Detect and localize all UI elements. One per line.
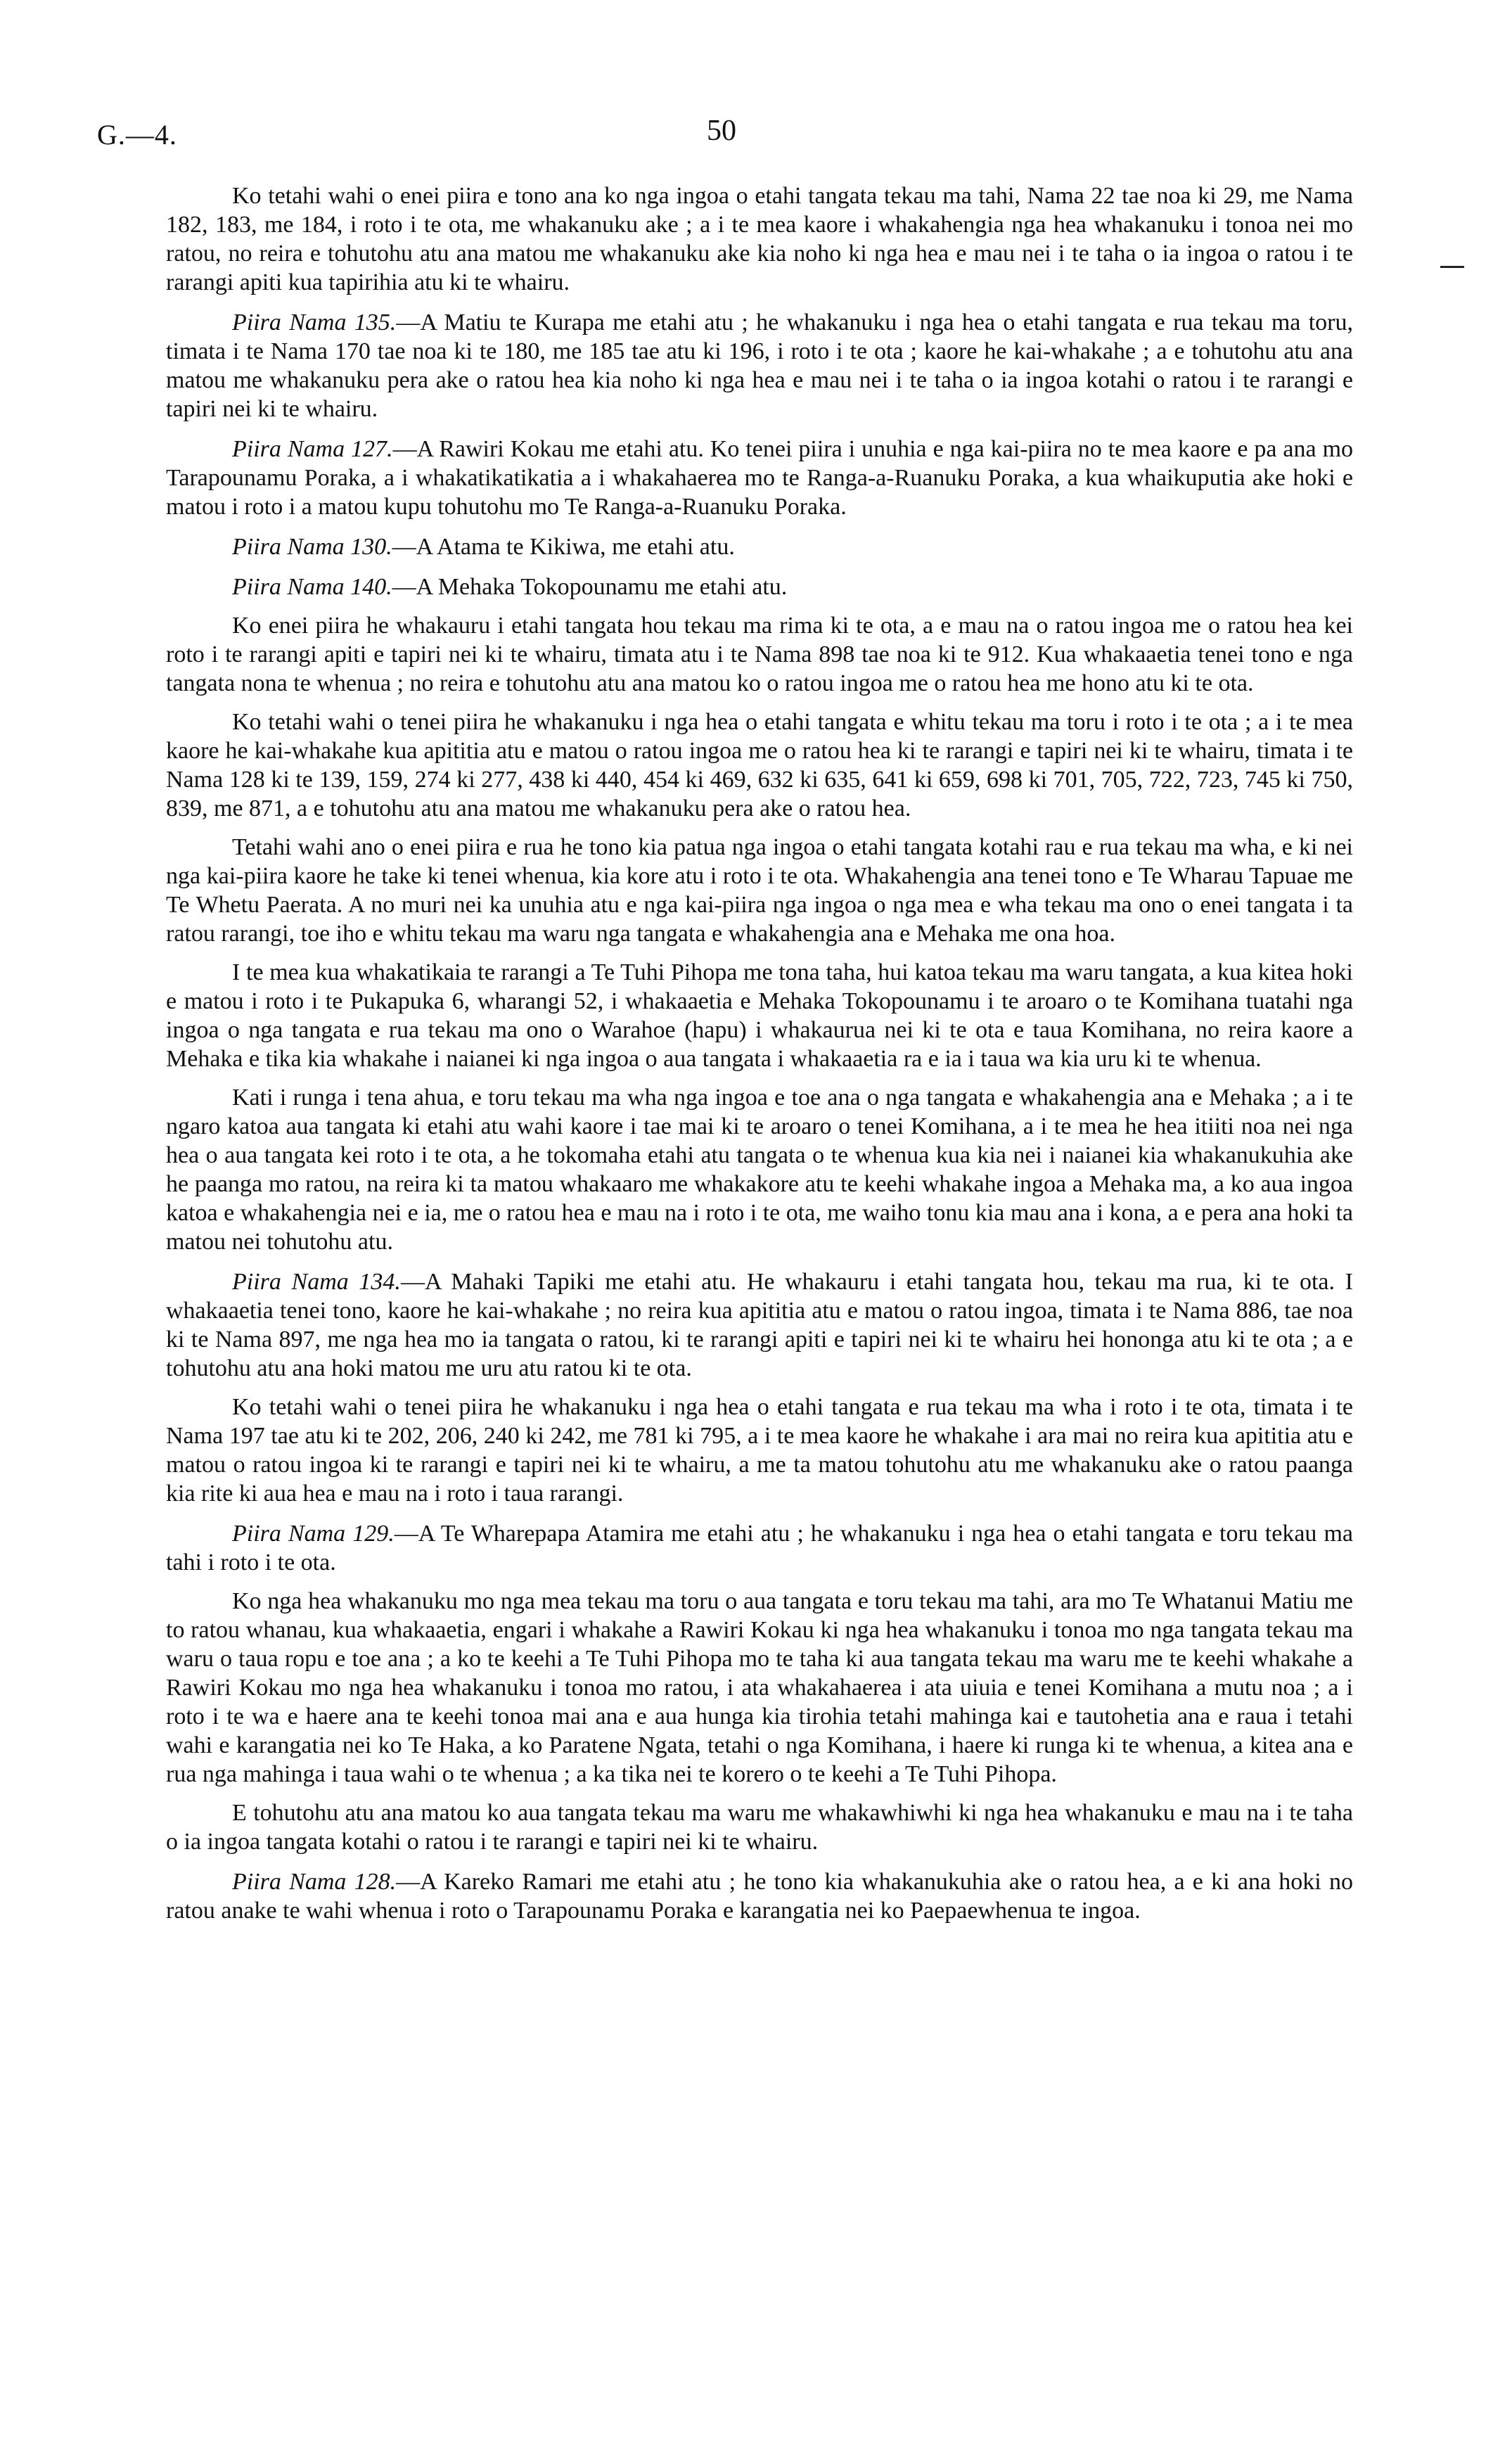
- paragraph-text: —A Atama te Kikiwa, me etahi atu.: [392, 534, 735, 560]
- paragraph-text: —A Matiu te Kurapa me etahi atu ; he whakanuku i nga hea o etahi tangata e rua tekau ma toru, timata i te Nama 170 tae noa ki te 180, me 185 tae atu ki 196, i roto i te ota ; kaore he kai-whakahe ; a e tohutohu atu ana matou me whakanuku pera ake o ratou hea kia noho ki nga hea e mau nei i te taha o ia ingoa kotahi o ratou i te rarangi e tapiri nei ki te whairu.: [166, 309, 1353, 422]
- document-reference: G.—4.: [97, 119, 177, 151]
- paragraph-text: Ko enei piira he whakauru i etahi tangata hou tekau ma rima ki te ota, a e mau na o ratou ingoa me o ratou hea kei roto i te rarangi apiti e tapiri nei ki te whairu, timata atu i te Nama 898 tae noa ki te 912. Kua whakaaetia tenei tono e nga tangata nona te whenua ; no reira e tohutohu atu ana matou ko o ratou ingoa me o ratou hea me hono atu ki te ota.: [166, 613, 1353, 696]
- paragraph: [166, 573, 1353, 601]
- paragraph-text: Ko tetahi wahi o enei piira e tono ana ko nga ingoa o etahi tangata tekau ma tahi, Nama 22 tae noa ki 29, me Nama 182, 183, me 184, i roto i te ota, me whakanuku ake ; a i te mea kaore i whakahengia nga hea whakanuku i tonoa nei mo ratou, no reira e tohutohu atu ana matou me whakanuku ake kia noho ki nga hea e mau nei i te taha o ia ingoa o ratou i te rarangi apiti kua tapirihia atu ki te whairu.: [166, 183, 1353, 295]
- paragraph-text: Kati i runga i tena ahua, e toru tekau ma wha nga ingoa e toe ana o nga tangata e whakahengia ana e Mehaka ; a i te ngaro katoa aua tangata ki etahi atu wahi kaore i tae mai ki te aroaro o tenei Komihana, a i te mea he hea itiiti noa nei nga hea o aua tangata kei roto i te ota, a he tokomaha etahi atu tangata o te whenua kua kia nei i naianei kia whakanukuhia ake he paanga mo ratou, na reira ki ta matou whakaaro me whakakore atu te keehi whakahe ingoa a Mehaka ma, a ko aua ingoa katoa e whakahengia nei e ia, me o ratou hea e mau na i roto i te ota, me waiho tonu kia mau ana i kona, a e pera ana hoki ta matou nei tohutohu atu.: [166, 1085, 1353, 1255]
- appeal-reference: Piira Nama 135.: [232, 309, 397, 335]
- paragraph: [166, 1519, 1353, 1577]
- paragraph-text: —A Rawiri Kokau me etahi atu. Ko tenei piira i unuhia e nga kai-piira no te mea kaore e pa ana mo Tarapounamu Poraka, a i whakatikatikatia a i whakahaerea mo te Ranga-a-Ruanuku Poraka, a kua whaikuputia ake hoki e matou i roto i a matou kupu tohutohu mo Te Ranga-a-Ruanuku Poraka.: [166, 436, 1354, 520]
- paragraph-text: —A Te Wharepapa Atamira me etahi atu ; he whakanuku i nga hea o etahi tangata e toru tekau ma tahi i roto i te ota.: [166, 1521, 1354, 1575]
- paragraph-text: E tohutohu atu ana matou ko aua tangata tekau ma waru me whakawhiwhi ki nga hea whakanuku e mau na i te taha o ia ingoa tangata kotahi o ratou i te rarangi e tapiri nei ki te whairu.: [166, 1800, 1353, 1855]
- paragraph: [166, 833, 1353, 948]
- paragraph: [166, 1393, 1353, 1508]
- paragraph-text: —A Mahaki Tapiki me etahi atu. He whakauru i etahi tangata hou, tekau ma rua, ki te ota. I whakaaetia tenei tono, kaore he kai-whakahe ; no reira kua apititia atu e matou o ratou ingoa, timata i te Nama 886, tae noa ki te Nama 897, me nga hea mo ia tangata o ratou, ki te rarangi apiti e tapiri nei ki te whairu hei hononga atu ki te ota ; a e tohutohu atu ana hoki matou me uru atu ratou ki te ota.: [166, 1269, 1353, 1381]
- paragraph-text: Ko nga hea whakanuku mo nga mea tekau ma toru o aua tangata e toru tekau ma tahi, ara mo Te Whatanui Matiu me to ratou whanau, kua whakaaetia, engari i whakahe a Rawiri Kokau ki nga hea whakanuku i tonoa mo nga tangata tekau ma waru o taua ropu e toe ana ; a ko te keehi a Te Tuhi Pihopa mo te taha ki aua tangata tekau ma waru me te keehi whakahe a Rawiri Kokau mo nga hea whakanuku i tonoa mo ratou, i ata whakahaerea i ata uiuia e tenei Komihana a mutu noa ; a i roto i te wa e haere ana te keehi tonoa mai ana e aua hunga kia tirohia tetahi mahinga kai e tautohetia ana e raua i tetahi wahi e karangatia nei ko Te Haka, a ko Paratene Ngata, tetahi o nga Komihana, i haere ki runga ki te whenua, a kitea ana e rua nga mahinga i taua wahi o te whenua ; a ka tika nei te korero o te keehi a Te Tuhi Pihopa.: [166, 1588, 1353, 1787]
- paragraph-text: I te mea kua whakatikaia te rarangi a Te Tuhi Pihopa me tona taha, hui katoa tekau ma waru tangata, a kua kitea hoki e matou i roto i te Pukapuka 6, wharangi 52, i whakaaetia e Mehaka Tokopounamu i te aroaro o te Komihana tuatahi nga ingoa o nga tangata e rua tekau ma ono o Warahoe (hapu) i whakaurua nei ki te ota e taua Komihana, no reira kaore a Mehaka e tika kia whakahe i naianei ki nga ingoa o aua tangata i whakaaetia ra e ia i taua wa kia uru ki te whenua.: [166, 959, 1353, 1072]
- margin-mark: [1440, 266, 1464, 268]
- paragraph: [166, 181, 1353, 297]
- appeal-reference: Piira Nama 134.: [232, 1269, 401, 1295]
- appeal-reference: Piira Nama 140.: [232, 574, 392, 600]
- paragraph: [166, 611, 1353, 698]
- paragraph: [166, 1867, 1353, 1925]
- paragraph: [166, 1267, 1353, 1383]
- page-number: 50: [707, 115, 736, 147]
- paragraph: [166, 1798, 1353, 1856]
- document-body: [166, 181, 1353, 1935]
- paragraph: [166, 958, 1353, 1073]
- paragraph-text: Ko tetahi wahi o tenei piira he whakanuku i nga hea o etahi tangata e whitu tekau ma toru i roto i te ota ; a i te mea kaore he kai-whakahe kua apititia atu e matou o ratou ingoa me o ratou hea ki te rarangi e tapiri nei ki te whairu, timata i te Nama 128 ki te 139, 159, 274 ki 277, 438 ki 440, 454 ki 469, 632 ki 635, 641 ki 659, 698 ki 701, 705, 722, 723, 745 ki 750, 839, me 871, a e tohutohu atu ana matou me whakanuku pera ake o ratou hea.: [166, 709, 1353, 822]
- paragraph: [166, 308, 1353, 423]
- paragraph: [166, 532, 1353, 561]
- appeal-reference: Piira Nama 127.: [232, 436, 393, 462]
- appeal-reference: Piira Nama 129.: [232, 1521, 395, 1547]
- paragraph-text: Tetahi wahi ano o enei piira e rua he tono kia patua nga ingoa o etahi tangata kotahi rau e rua tekau ma wha, e ki nei nga kai-piira kaore he take ki tenei whenua, kia kore atu i roto i te ota. Whakahengia ana tenei tono e Te Wharau Tapuae me Te Whetu Paerata. A no muri nei ka unuhia atu e nga kai-piira nga ingoa o nga mea e wha tekau ma ono o enei tangata i ta ratou rarangi, toe iho e whitu tekau ma waru nga tangata e whakahengia ana e Mehaka me ona hoa.: [166, 834, 1353, 947]
- paragraph: [166, 435, 1353, 521]
- appeal-reference: Piira Nama 130.: [232, 534, 392, 560]
- paragraph: [166, 1083, 1353, 1256]
- paragraph-text: Ko tetahi wahi o tenei piira he whakanuku i nga hea o etahi tangata e rua tekau ma wha i roto i te ota, timata i te Nama 197 tae atu ki te 202, 206, 240 ki 242, me 781 ki 795, a i te mea kaore he whakahe i ara mai no reira kua apititia atu e matou o ratou ingoa ki te rarangi e tapiri nei ki te whairu, a me ta matou tohutohu atu me whakanuku ake o ratou paanga kia rite ki aua hea e mau na i roto i taua rarangi.: [166, 1394, 1353, 1507]
- paragraph-text: —A Kareko Ramari me etahi atu ; he tono kia whakanukuhia ake o ratou hea, a e ki ana hoki no ratou anake te wahi whenua i roto o Tarapounamu Poraka e karangatia nei ko Paepaewhenua te ingoa.: [166, 1869, 1353, 1924]
- paragraph: [166, 1587, 1353, 1789]
- paragraph-text: —A Mehaka Tokopounamu me etahi atu.: [392, 574, 788, 600]
- paragraph: [166, 708, 1353, 823]
- appeal-reference: Piira Nama 128.: [232, 1869, 397, 1895]
